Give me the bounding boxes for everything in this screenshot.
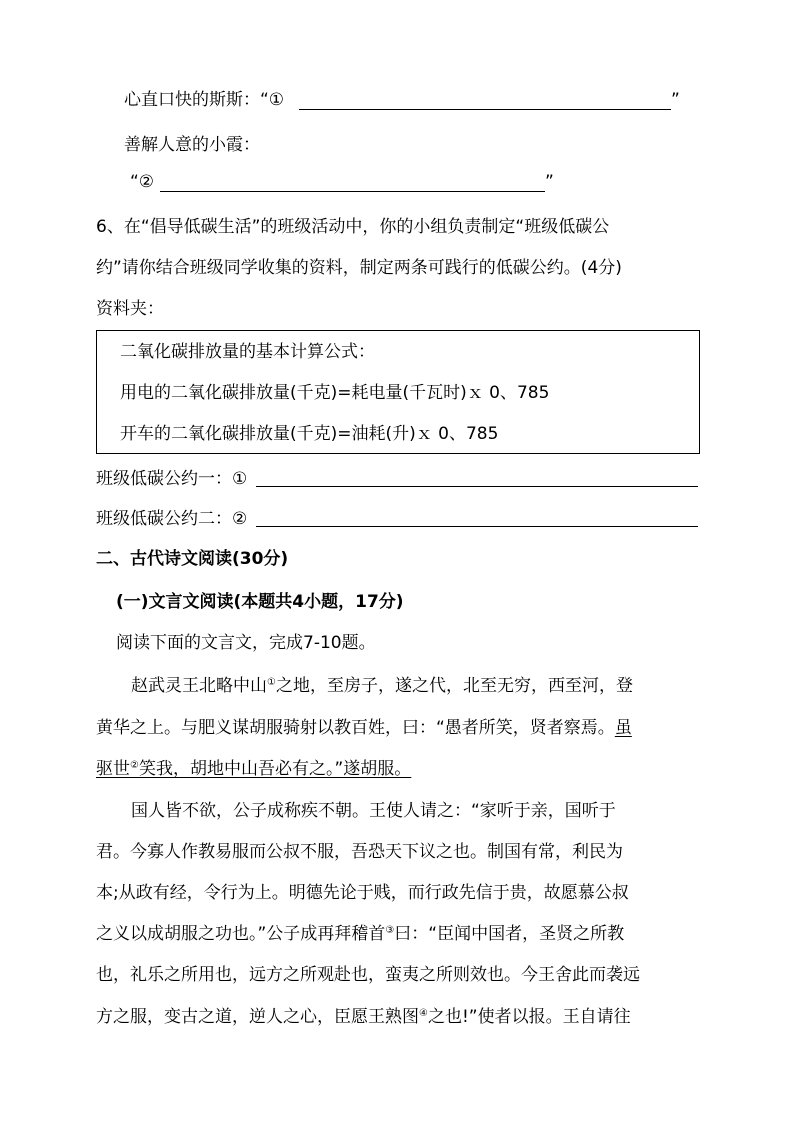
footnote-marker-1: ① [267, 677, 276, 688]
question-6-line-1: 6、在“倡导低碳生活”的班级活动中，你的小组负责制定“班级低碳公 [96, 217, 610, 237]
answer-blank-1[interactable] [299, 109, 671, 110]
answer-line-1-prefix: 心直口快的斯斯：“① [124, 90, 285, 110]
answer-line-3-prefix: “② [130, 172, 155, 192]
passage-p2-line-1: 国人皆不欲，公子成称疾不朝。王使人请之：“家听于亲，国听于 [131, 801, 616, 821]
footnote-marker-3: ③ [385, 925, 395, 936]
answer-line-2: 善解人意的小霞： [124, 135, 260, 155]
passage-text: 之地，至房子，遂之代，北至无穷，西至河，登 [275, 676, 633, 696]
underlined-sentence-start: 虽 [614, 718, 632, 738]
passage-p2-line-4 [96, 922, 624, 946]
passage-p2-line-3: 本;从政有经，令行为上。明德先论于贱，而行政先信于贵，故愿慕公叔 [96, 883, 629, 903]
pact-2-blank[interactable] [256, 526, 698, 527]
passage-text: 笑我，胡地中山吾必有之。 [138, 759, 335, 779]
passage-p2-line-5: 也，礼乐之所用也，远方之所观赴也，蛮夷之所则效也。今王舍此而袭远 [96, 965, 640, 985]
passage-p2-line-2: 君。今寡人作教易服而公叔不服，吾恐天下议之也。制国有常，利民为 [96, 842, 623, 862]
passage-text: 黄华之上。与肥义谋胡服骑射以教百姓，曰：“愚者所笑，贤者察焉。 [96, 718, 615, 738]
passage-text: 曰：“臣闻中国者，圣贤之所教 [394, 924, 625, 944]
answer-line-1-close-quote: ” [671, 90, 680, 110]
folder-label: 资料夹： [96, 299, 164, 319]
question-6-line-2: 约”请你结合班级同学收集的资料，制定两条可践行的低碳公约。(4分) [96, 258, 622, 278]
section-2-heading: 二、古代诗文阅读(30分) [96, 549, 289, 569]
pact-1-label: 班级低碳公约一：① [96, 469, 248, 489]
reading-instruction: 阅读下面的文言文，完成7-10题。 [116, 633, 376, 653]
underlined-sentence [96, 759, 334, 779]
passage-p1-line-1 [131, 674, 633, 698]
passage-p1-line-3 [96, 757, 411, 781]
passage-p2-line-6 [96, 1005, 631, 1029]
answer-line-3-close-quote: ” [545, 172, 554, 192]
passage-text: 赵武灵王北略中山 [131, 676, 267, 696]
formula-electricity: 用电的二氧化碳排放量(千克)=耗电量(千瓦时)ｘ 0、785 [120, 383, 550, 403]
passage-text: ”遂胡服。 [334, 759, 412, 779]
answer-blank-2[interactable] [160, 191, 545, 192]
passage-text: 驱世 [96, 759, 130, 779]
passage-p1-line-2 [96, 716, 632, 740]
formula-driving: 开车的二氧化碳排放量(千克)=油耗(升)ｘ 0、785 [120, 424, 499, 444]
passage-text: 方之服，变古之道，逆人之心，臣愿王熟图 [96, 1007, 419, 1027]
pact-2-label: 班级低碳公约二：② [96, 509, 248, 529]
formula-box-title: 二氧化碳排放量的基本计算公式： [120, 342, 375, 362]
section-2-sub-heading: (一)文言文阅读(本题共4小题，17分) [116, 592, 404, 612]
passage-text: 之也!”使者以报。王自请往 [427, 1007, 631, 1027]
footnote-marker-4: ④ [419, 1008, 428, 1019]
footnote-marker-2: ② [130, 760, 139, 771]
answer-line-1 [124, 88, 284, 112]
pact-1-blank[interactable] [256, 486, 698, 487]
passage-text: 之义以成胡服之功也。”公子成再拜稽首 [96, 924, 386, 944]
